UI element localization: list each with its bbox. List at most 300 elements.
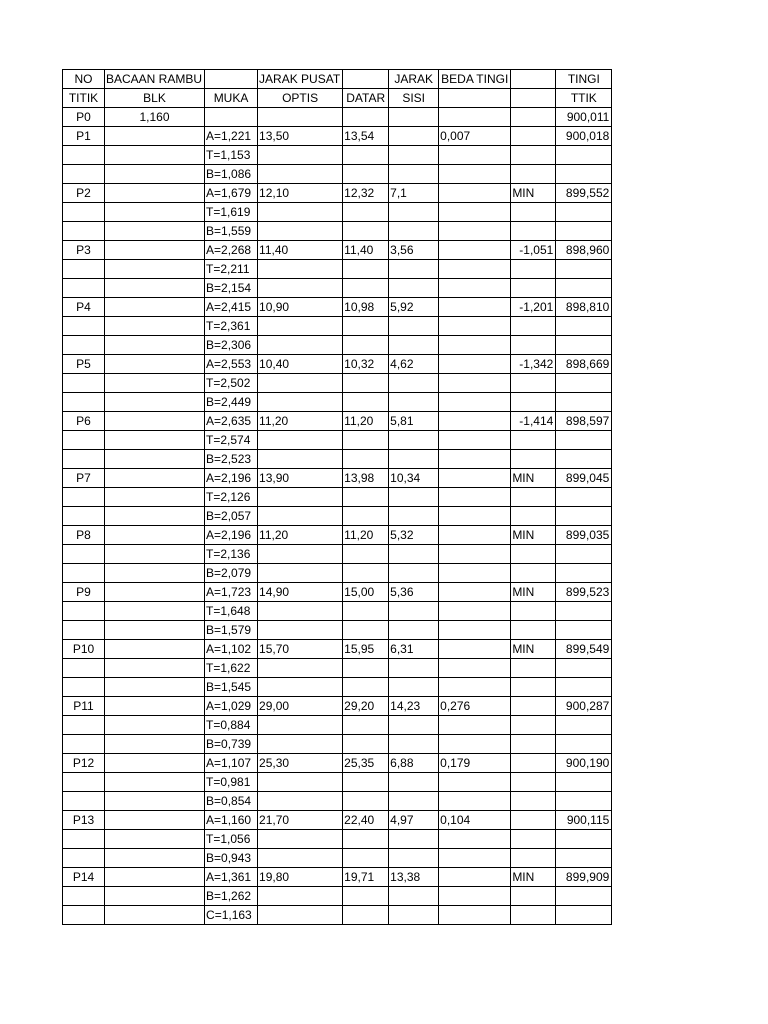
cell-jarak-sisi[interactable]: 3,56: [389, 241, 439, 260]
cell-jarak-sisi[interactable]: 6,88: [389, 754, 439, 773]
cell-optis[interactable]: [258, 488, 343, 507]
header-jarak-pusat[interactable]: JARAK PUSAT: [258, 70, 343, 89]
cell-muka[interactable]: A=1,107: [205, 754, 258, 773]
cell-no-titik[interactable]: [63, 260, 105, 279]
cell-no-titik[interactable]: P1: [63, 127, 105, 146]
cell-datar[interactable]: [343, 146, 389, 165]
cell-beda-tingi-plus[interactable]: [439, 735, 511, 754]
cell-blk[interactable]: [105, 906, 205, 925]
cell-optis[interactable]: [258, 716, 343, 735]
cell-beda-tingi-minus[interactable]: [511, 431, 556, 450]
cell-optis[interactable]: 11,20: [258, 412, 343, 431]
cell-optis[interactable]: [258, 431, 343, 450]
cell-muka[interactable]: B=1,579: [205, 621, 258, 640]
cell-muka[interactable]: A=1,723: [205, 583, 258, 602]
cell-no-titik[interactable]: P12: [63, 754, 105, 773]
cell-optis[interactable]: 25,30: [258, 754, 343, 773]
cell-muka[interactable]: B=2,057: [205, 507, 258, 526]
header-titik[interactable]: TITIK: [63, 89, 105, 108]
header-muka[interactable]: MUKA: [205, 89, 258, 108]
cell-datar[interactable]: [343, 735, 389, 754]
cell-blk[interactable]: [105, 374, 205, 393]
cell-muka[interactable]: A=2,268: [205, 241, 258, 260]
cell-blk[interactable]: [105, 488, 205, 507]
cell-muka[interactable]: T=1,153: [205, 146, 258, 165]
cell-tingi-titik[interactable]: [556, 146, 612, 165]
cell-muka[interactable]: B=0,739: [205, 735, 258, 754]
cell-tingi-titik[interactable]: [556, 602, 612, 621]
cell-no-titik[interactable]: [63, 887, 105, 906]
cell-jarak-sisi[interactable]: [389, 165, 439, 184]
cell-optis[interactable]: [258, 279, 343, 298]
cell-beda-tingi-minus[interactable]: [511, 279, 556, 298]
cell-beda-tingi-minus[interactable]: [511, 621, 556, 640]
cell-blk[interactable]: [105, 640, 205, 659]
cell-beda-tingi-plus[interactable]: 0,104: [439, 811, 511, 830]
cell-beda-tingi-plus[interactable]: 0,276: [439, 697, 511, 716]
cell-datar[interactable]: [343, 564, 389, 583]
cell-tingi-titik[interactable]: [556, 773, 612, 792]
cell-no-titik[interactable]: [63, 602, 105, 621]
cell-datar[interactable]: [343, 792, 389, 811]
cell-beda-tingi-plus[interactable]: [439, 165, 511, 184]
cell-tingi-titik[interactable]: 899,549: [556, 640, 612, 659]
cell-optis[interactable]: [258, 545, 343, 564]
cell-beda-tingi-plus[interactable]: [439, 868, 511, 887]
cell-beda-tingi-plus[interactable]: [439, 887, 511, 906]
cell-optis[interactable]: 10,90: [258, 298, 343, 317]
cell-jarak-sisi[interactable]: 10,34: [389, 469, 439, 488]
cell-blk[interactable]: [105, 336, 205, 355]
cell-beda-tingi-minus[interactable]: [511, 830, 556, 849]
cell-no-titik[interactable]: [63, 830, 105, 849]
cell-no-titik[interactable]: P10: [63, 640, 105, 659]
cell-beda-tingi-plus[interactable]: [439, 374, 511, 393]
cell-blk[interactable]: [105, 659, 205, 678]
cell-beda-tingi-minus[interactable]: MIN: [511, 469, 556, 488]
cell-beda-tingi-minus[interactable]: -1,051: [511, 241, 556, 260]
cell-beda-tingi-plus[interactable]: [439, 659, 511, 678]
cell-tingi-titik[interactable]: [556, 678, 612, 697]
cell-datar[interactable]: [343, 222, 389, 241]
cell-beda-tingi-minus[interactable]: [511, 887, 556, 906]
cell-optis[interactable]: [258, 108, 343, 127]
header-blk[interactable]: BLK: [105, 89, 205, 108]
cell-jarak-sisi[interactable]: [389, 260, 439, 279]
cell-datar[interactable]: 11,20: [343, 412, 389, 431]
cell-beda-tingi-minus[interactable]: -1,342: [511, 355, 556, 374]
cell-no-titik[interactable]: [63, 906, 105, 925]
cell-optis[interactable]: [258, 792, 343, 811]
cell-beda-tingi-minus[interactable]: [511, 716, 556, 735]
cell-jarak-sisi[interactable]: [389, 374, 439, 393]
cell-muka[interactable]: B=1,086: [205, 165, 258, 184]
cell-beda-tingi-plus[interactable]: [439, 450, 511, 469]
cell-optis[interactable]: 14,90: [258, 583, 343, 602]
cell-muka[interactable]: T=2,502: [205, 374, 258, 393]
cell-datar[interactable]: [343, 317, 389, 336]
cell-beda-tingi-plus[interactable]: [439, 640, 511, 659]
cell-beda-tingi-plus[interactable]: [439, 602, 511, 621]
cell-no-titik[interactable]: [63, 564, 105, 583]
cell-datar[interactable]: [343, 279, 389, 298]
cell-blk[interactable]: [105, 754, 205, 773]
cell-beda-tingi-plus[interactable]: [439, 393, 511, 412]
cell-beda-tingi-plus[interactable]: 0,179: [439, 754, 511, 773]
cell-no-titik[interactable]: P7: [63, 469, 105, 488]
header-empty[interactable]: [511, 89, 556, 108]
cell-muka[interactable]: A=2,635: [205, 412, 258, 431]
cell-muka[interactable]: A=1,221: [205, 127, 258, 146]
cell-jarak-sisi[interactable]: 4,62: [389, 355, 439, 374]
cell-blk[interactable]: [105, 412, 205, 431]
cell-datar[interactable]: [343, 678, 389, 697]
cell-no-titik[interactable]: P11: [63, 697, 105, 716]
cell-tingi-titik[interactable]: [556, 659, 612, 678]
cell-no-titik[interactable]: P9: [63, 583, 105, 602]
cell-muka[interactable]: A=2,196: [205, 526, 258, 545]
cell-no-titik[interactable]: P3: [63, 241, 105, 260]
cell-beda-tingi-minus[interactable]: [511, 165, 556, 184]
cell-blk[interactable]: [105, 165, 205, 184]
cell-jarak-sisi[interactable]: 5,92: [389, 298, 439, 317]
cell-no-titik[interactable]: [63, 735, 105, 754]
cell-tingi-titik[interactable]: [556, 545, 612, 564]
cell-optis[interactable]: [258, 735, 343, 754]
cell-optis[interactable]: [258, 222, 343, 241]
cell-jarak-sisi[interactable]: [389, 545, 439, 564]
cell-optis[interactable]: 12,10: [258, 184, 343, 203]
cell-datar[interactable]: 15,95: [343, 640, 389, 659]
cell-beda-tingi-minus[interactable]: MIN: [511, 583, 556, 602]
cell-blk[interactable]: [105, 773, 205, 792]
cell-muka[interactable]: B=2,523: [205, 450, 258, 469]
cell-blk[interactable]: [105, 279, 205, 298]
cell-beda-tingi-minus[interactable]: [511, 393, 556, 412]
cell-no-titik[interactable]: [63, 431, 105, 450]
cell-beda-tingi-minus[interactable]: MIN: [511, 184, 556, 203]
cell-blk[interactable]: [105, 298, 205, 317]
cell-muka[interactable]: B=1,262: [205, 887, 258, 906]
cell-no-titik[interactable]: [63, 374, 105, 393]
cell-optis[interactable]: [258, 906, 343, 925]
cell-blk[interactable]: [105, 811, 205, 830]
cell-optis[interactable]: [258, 393, 343, 412]
cell-no-titik[interactable]: [63, 773, 105, 792]
cell-blk[interactable]: [105, 393, 205, 412]
cell-jarak-sisi[interactable]: [389, 887, 439, 906]
cell-jarak-sisi[interactable]: 4,97: [389, 811, 439, 830]
cell-jarak-sisi[interactable]: [389, 203, 439, 222]
cell-beda-tingi-plus[interactable]: [439, 260, 511, 279]
cell-datar[interactable]: [343, 849, 389, 868]
cell-tingi-titik[interactable]: [556, 165, 612, 184]
cell-beda-tingi-minus[interactable]: [511, 602, 556, 621]
cell-muka[interactable]: T=2,126: [205, 488, 258, 507]
cell-beda-tingi-plus[interactable]: [439, 412, 511, 431]
cell-tingi-titik[interactable]: 900,011: [556, 108, 612, 127]
cell-tingi-titik[interactable]: [556, 203, 612, 222]
cell-beda-tingi-plus[interactable]: [439, 678, 511, 697]
cell-beda-tingi-minus[interactable]: [511, 697, 556, 716]
cell-muka[interactable]: A=1,361: [205, 868, 258, 887]
cell-blk[interactable]: [105, 545, 205, 564]
cell-blk[interactable]: [105, 830, 205, 849]
cell-blk[interactable]: [105, 621, 205, 640]
cell-jarak-sisi[interactable]: [389, 431, 439, 450]
cell-blk[interactable]: [105, 203, 205, 222]
cell-blk[interactable]: [105, 678, 205, 697]
cell-beda-tingi-plus[interactable]: [439, 621, 511, 640]
cell-jarak-sisi[interactable]: [389, 564, 439, 583]
cell-beda-tingi-plus[interactable]: [439, 298, 511, 317]
cell-datar[interactable]: [343, 887, 389, 906]
cell-muka[interactable]: T=2,136: [205, 545, 258, 564]
cell-datar[interactable]: 22,40: [343, 811, 389, 830]
cell-jarak-sisi[interactable]: [389, 735, 439, 754]
cell-jarak-sisi[interactable]: [389, 146, 439, 165]
cell-optis[interactable]: [258, 317, 343, 336]
cell-datar[interactable]: [343, 203, 389, 222]
cell-tingi-titik[interactable]: 898,960: [556, 241, 612, 260]
cell-beda-tingi-plus[interactable]: [439, 203, 511, 222]
cell-muka[interactable]: B=0,943: [205, 849, 258, 868]
cell-muka[interactable]: A=1,029: [205, 697, 258, 716]
cell-no-titik[interactable]: P13: [63, 811, 105, 830]
cell-muka[interactable]: A=1,102: [205, 640, 258, 659]
cell-jarak-sisi[interactable]: [389, 488, 439, 507]
cell-beda-tingi-plus[interactable]: [439, 583, 511, 602]
cell-muka[interactable]: B=2,306: [205, 336, 258, 355]
cell-tingi-titik[interactable]: [556, 906, 612, 925]
cell-optis[interactable]: 13,50: [258, 127, 343, 146]
cell-jarak-sisi[interactable]: [389, 621, 439, 640]
cell-beda-tingi-plus[interactable]: [439, 317, 511, 336]
cell-tingi-titik[interactable]: [556, 887, 612, 906]
cell-beda-tingi-plus[interactable]: [439, 241, 511, 260]
cell-beda-tingi-minus[interactable]: [511, 203, 556, 222]
cell-datar[interactable]: [343, 659, 389, 678]
cell-beda-tingi-plus[interactable]: [439, 336, 511, 355]
cell-tingi-titik[interactable]: 898,810: [556, 298, 612, 317]
cell-tingi-titik[interactable]: 898,669: [556, 355, 612, 374]
cell-beda-tingi-plus[interactable]: [439, 108, 511, 127]
cell-datar[interactable]: 10,98: [343, 298, 389, 317]
cell-datar[interactable]: 11,20: [343, 526, 389, 545]
cell-optis[interactable]: 11,40: [258, 241, 343, 260]
header-tingi[interactable]: TINGI: [556, 70, 612, 89]
cell-blk[interactable]: [105, 127, 205, 146]
cell-optis[interactable]: 10,40: [258, 355, 343, 374]
cell-beda-tingi-plus[interactable]: [439, 830, 511, 849]
cell-tingi-titik[interactable]: [556, 336, 612, 355]
cell-muka[interactable]: [205, 108, 258, 127]
cell-muka[interactable]: T=0,981: [205, 773, 258, 792]
cell-datar[interactable]: 19,71: [343, 868, 389, 887]
cell-muka[interactable]: A=2,415: [205, 298, 258, 317]
cell-optis[interactable]: [258, 678, 343, 697]
cell-jarak-sisi[interactable]: [389, 222, 439, 241]
cell-tingi-titik[interactable]: [556, 621, 612, 640]
header-no[interactable]: NO: [63, 70, 105, 89]
cell-beda-tingi-minus[interactable]: [511, 146, 556, 165]
header-jarak[interactable]: JARAK: [389, 70, 439, 89]
cell-blk[interactable]: [105, 583, 205, 602]
cell-no-titik[interactable]: [63, 792, 105, 811]
cell-muka[interactable]: B=2,154: [205, 279, 258, 298]
cell-muka[interactable]: T=2,211: [205, 260, 258, 279]
cell-blk[interactable]: [105, 431, 205, 450]
cell-blk[interactable]: [105, 450, 205, 469]
cell-beda-tingi-minus[interactable]: MIN: [511, 868, 556, 887]
cell-beda-tingi-plus[interactable]: [439, 146, 511, 165]
cell-muka[interactable]: B=0,854: [205, 792, 258, 811]
cell-blk[interactable]: [105, 146, 205, 165]
cell-no-titik[interactable]: [63, 222, 105, 241]
cell-tingi-titik[interactable]: 898,597: [556, 412, 612, 431]
cell-no-titik[interactable]: [63, 545, 105, 564]
cell-jarak-sisi[interactable]: [389, 773, 439, 792]
cell-no-titik[interactable]: P0: [63, 108, 105, 127]
cell-jarak-sisi[interactable]: 5,32: [389, 526, 439, 545]
cell-jarak-sisi[interactable]: [389, 108, 439, 127]
cell-jarak-sisi[interactable]: 14,23: [389, 697, 439, 716]
cell-no-titik[interactable]: [63, 279, 105, 298]
cell-beda-tingi-minus[interactable]: [511, 336, 556, 355]
cell-muka[interactable]: T=1,619: [205, 203, 258, 222]
cell-tingi-titik[interactable]: 899,523: [556, 583, 612, 602]
header-empty[interactable]: [205, 70, 258, 89]
cell-optis[interactable]: [258, 146, 343, 165]
cell-no-titik[interactable]: [63, 450, 105, 469]
cell-blk[interactable]: [105, 317, 205, 336]
cell-blk[interactable]: [105, 716, 205, 735]
cell-beda-tingi-plus[interactable]: [439, 526, 511, 545]
cell-jarak-sisi[interactable]: 7,1: [389, 184, 439, 203]
cell-optis[interactable]: [258, 887, 343, 906]
cell-muka[interactable]: A=2,553: [205, 355, 258, 374]
cell-beda-tingi-minus[interactable]: [511, 317, 556, 336]
cell-jarak-sisi[interactable]: [389, 393, 439, 412]
cell-beda-tingi-minus[interactable]: [511, 545, 556, 564]
cell-beda-tingi-plus[interactable]: [439, 184, 511, 203]
cell-muka[interactable]: T=0,884: [205, 716, 258, 735]
cell-optis[interactable]: [258, 773, 343, 792]
cell-beda-tingi-minus[interactable]: [511, 564, 556, 583]
cell-muka[interactable]: C=1,163: [205, 906, 258, 925]
cell-muka[interactable]: B=2,449: [205, 393, 258, 412]
cell-tingi-titik[interactable]: [556, 393, 612, 412]
cell-muka[interactable]: T=1,622: [205, 659, 258, 678]
cell-blk[interactable]: [105, 507, 205, 526]
cell-tingi-titik[interactable]: 899,045: [556, 469, 612, 488]
cell-blk[interactable]: 1,160: [105, 108, 205, 127]
cell-beda-tingi-plus[interactable]: [439, 849, 511, 868]
cell-optis[interactable]: [258, 507, 343, 526]
cell-no-titik[interactable]: [63, 165, 105, 184]
cell-jarak-sisi[interactable]: [389, 659, 439, 678]
cell-beda-tingi-plus[interactable]: [439, 716, 511, 735]
header-sisi[interactable]: SISI: [389, 89, 439, 108]
cell-optis[interactable]: 13,90: [258, 469, 343, 488]
cell-tingi-titik[interactable]: 900,190: [556, 754, 612, 773]
cell-muka[interactable]: T=2,574: [205, 431, 258, 450]
cell-datar[interactable]: [343, 450, 389, 469]
cell-beda-tingi-minus[interactable]: [511, 374, 556, 393]
cell-beda-tingi-minus[interactable]: MIN: [511, 526, 556, 545]
cell-beda-tingi-plus[interactable]: [439, 355, 511, 374]
cell-datar[interactable]: [343, 336, 389, 355]
cell-blk[interactable]: [105, 564, 205, 583]
cell-jarak-sisi[interactable]: [389, 906, 439, 925]
header-empty[interactable]: [511, 70, 556, 89]
cell-optis[interactable]: [258, 260, 343, 279]
cell-tingi-titik[interactable]: [556, 279, 612, 298]
cell-optis[interactable]: [258, 165, 343, 184]
cell-no-titik[interactable]: P5: [63, 355, 105, 374]
cell-tingi-titik[interactable]: 899,035: [556, 526, 612, 545]
cell-jarak-sisi[interactable]: [389, 602, 439, 621]
cell-datar[interactable]: [343, 773, 389, 792]
cell-optis[interactable]: [258, 849, 343, 868]
cell-datar[interactable]: 10,32: [343, 355, 389, 374]
cell-beda-tingi-minus[interactable]: [511, 906, 556, 925]
cell-tingi-titik[interactable]: [556, 564, 612, 583]
cell-blk[interactable]: [105, 355, 205, 374]
cell-jarak-sisi[interactable]: [389, 317, 439, 336]
cell-beda-tingi-minus[interactable]: [511, 849, 556, 868]
cell-no-titik[interactable]: P6: [63, 412, 105, 431]
cell-muka[interactable]: T=1,648: [205, 602, 258, 621]
cell-blk[interactable]: [105, 735, 205, 754]
cell-muka[interactable]: T=2,361: [205, 317, 258, 336]
cell-optis[interactable]: [258, 830, 343, 849]
cell-optis[interactable]: [258, 621, 343, 640]
cell-no-titik[interactable]: [63, 849, 105, 868]
cell-beda-tingi-minus[interactable]: [511, 811, 556, 830]
cell-beda-tingi-minus[interactable]: -1,414: [511, 412, 556, 431]
cell-jarak-sisi[interactable]: [389, 716, 439, 735]
cell-no-titik[interactable]: [63, 203, 105, 222]
cell-optis[interactable]: [258, 336, 343, 355]
header-datar[interactable]: DATAR: [343, 89, 389, 108]
cell-tingi-titik[interactable]: [556, 260, 612, 279]
cell-beda-tingi-minus[interactable]: [511, 488, 556, 507]
cell-beda-tingi-minus[interactable]: [511, 260, 556, 279]
cell-jarak-sisi[interactable]: 13,38: [389, 868, 439, 887]
header-empty[interactable]: [439, 89, 511, 108]
cell-blk[interactable]: [105, 184, 205, 203]
cell-no-titik[interactable]: [63, 336, 105, 355]
cell-muka[interactable]: A=1,160: [205, 811, 258, 830]
cell-optis[interactable]: [258, 450, 343, 469]
cell-tingi-titik[interactable]: [556, 374, 612, 393]
cell-jarak-sisi[interactable]: [389, 279, 439, 298]
cell-blk[interactable]: [105, 526, 205, 545]
cell-jarak-sisi[interactable]: [389, 678, 439, 697]
header-ttik[interactable]: TTIK: [556, 89, 612, 108]
cell-no-titik[interactable]: [63, 716, 105, 735]
cell-beda-tingi-minus[interactable]: [511, 507, 556, 526]
cell-beda-tingi-plus[interactable]: [439, 545, 511, 564]
cell-optis[interactable]: 19,80: [258, 868, 343, 887]
cell-beda-tingi-minus[interactable]: [511, 659, 556, 678]
cell-blk[interactable]: [105, 849, 205, 868]
cell-tingi-titik[interactable]: 899,909: [556, 868, 612, 887]
cell-tingi-titik[interactable]: 900,018: [556, 127, 612, 146]
cell-beda-tingi-minus[interactable]: [511, 222, 556, 241]
cell-datar[interactable]: 13,98: [343, 469, 389, 488]
